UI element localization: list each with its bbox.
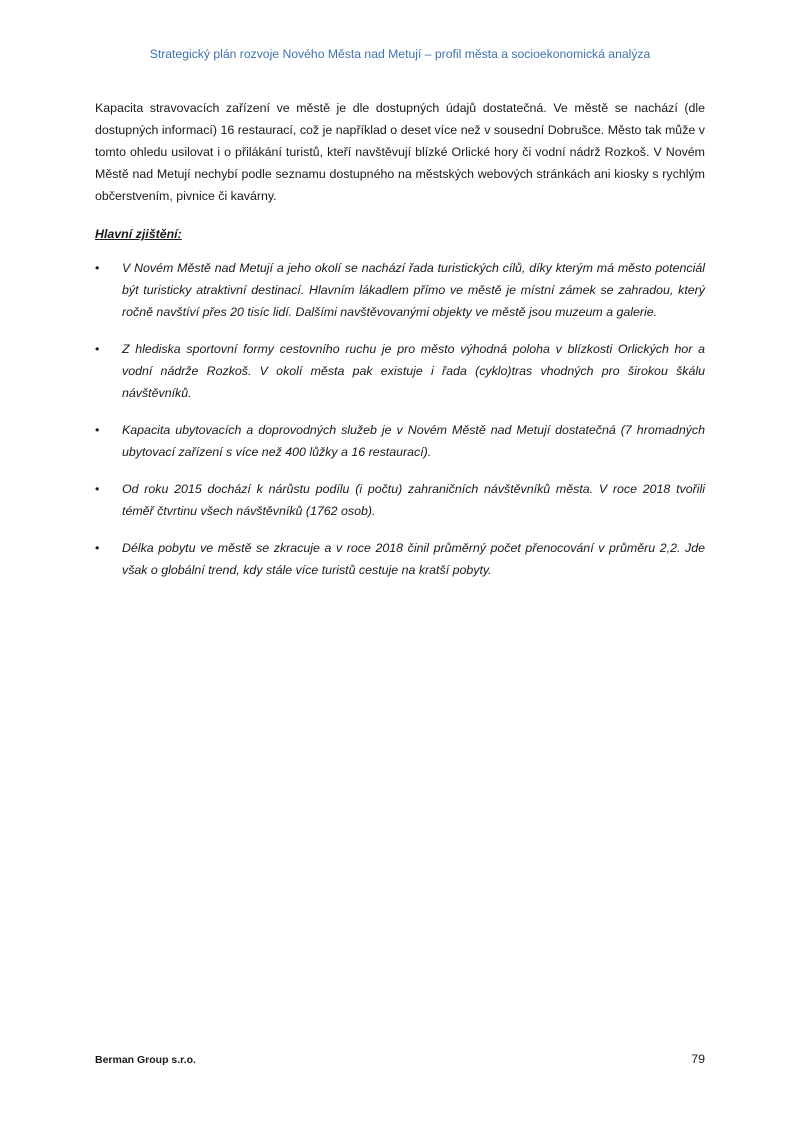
footer-company: Berman Group s.r.o. xyxy=(95,1054,196,1066)
finding-text: V Novém Městě nad Metují a jeho okolí se nachází řada turistických cílů, díky kterým má město potenciál být turisticky atraktivní destinací. Hlavním lákadlem přímo ve městě je místní zámek se zahradou, který ročně navštíví přes 20 tisíc lidí. Dalšími navštěvovanými objekty ve městě jsou muzeum a galerie. xyxy=(122,261,705,319)
findings-list xyxy=(95,257,705,581)
bullet-icon: • xyxy=(95,482,100,496)
bullet-icon: • xyxy=(95,261,100,275)
finding-item xyxy=(95,478,705,522)
bullet-icon: • xyxy=(95,342,100,356)
finding-text: Kapacita ubytovacích a doprovodných služeb je v Novém Městě nad Metují dostatečná (7 hromadných ubytovací zařízení s více než 400 lůžky a 16 restaurací). xyxy=(122,423,705,459)
page-number: 79 xyxy=(691,1052,705,1066)
bullet-icon: • xyxy=(95,541,100,555)
page-footer xyxy=(95,1052,705,1072)
finding-item xyxy=(95,338,705,404)
section-title: Hlavní zjištění: xyxy=(95,227,182,241)
main-content xyxy=(95,97,705,596)
finding-item xyxy=(95,537,705,581)
finding-text: Z hlediska sportovní formy cestovního ruchu je pro město výhodná poloha v blízkosti Orlických hor a vodní nádrže Rozkoš. V okolí města pak existuje i řada (cyklo)tras vhodných pro širokou škálu návštěvníků. xyxy=(122,342,705,400)
bullet-icon: • xyxy=(95,423,100,437)
finding-text: Délka pobytu ve městě se zkracuje a v roce 2018 činil průměrný počet přenocování v průměru 2,2. Jde však o globální trend, kdy stále více turistů cestuje na kratší pobyty. xyxy=(122,541,705,577)
intro-paragraph: Kapacita stravovacích zařízení ve městě je dle dostupných údajů dostatečná. Ve městě se nachází (dle dostupných informací) 16 restaurací, což je například o deset více než v sousední Dobrušce. Město tak může v tomto ohledu usilovat i o přilákání turistů, kteří navštěvují blízké Orlické hory či vodní nádrž Rozkoš. V Novém Městě nad Metují nechybí podle seznamu dostupného na městských webových stránkách ani kiosky s rychlým občerstvením, pivnice či kavárny. xyxy=(95,101,705,203)
finding-item xyxy=(95,257,705,323)
finding-item xyxy=(95,419,705,463)
finding-text: Od roku 2015 dochází k nárůstu podílu (i počtu) zahraničních návštěvníků města. V roce 2018 tvořili téměř čtvrtinu všech návštěvníků (1762 osob). xyxy=(122,482,705,518)
page-header: Strategický plán rozvoje Nového Města nad Metují – profil města a socioekonomická analýza xyxy=(149,47,651,61)
